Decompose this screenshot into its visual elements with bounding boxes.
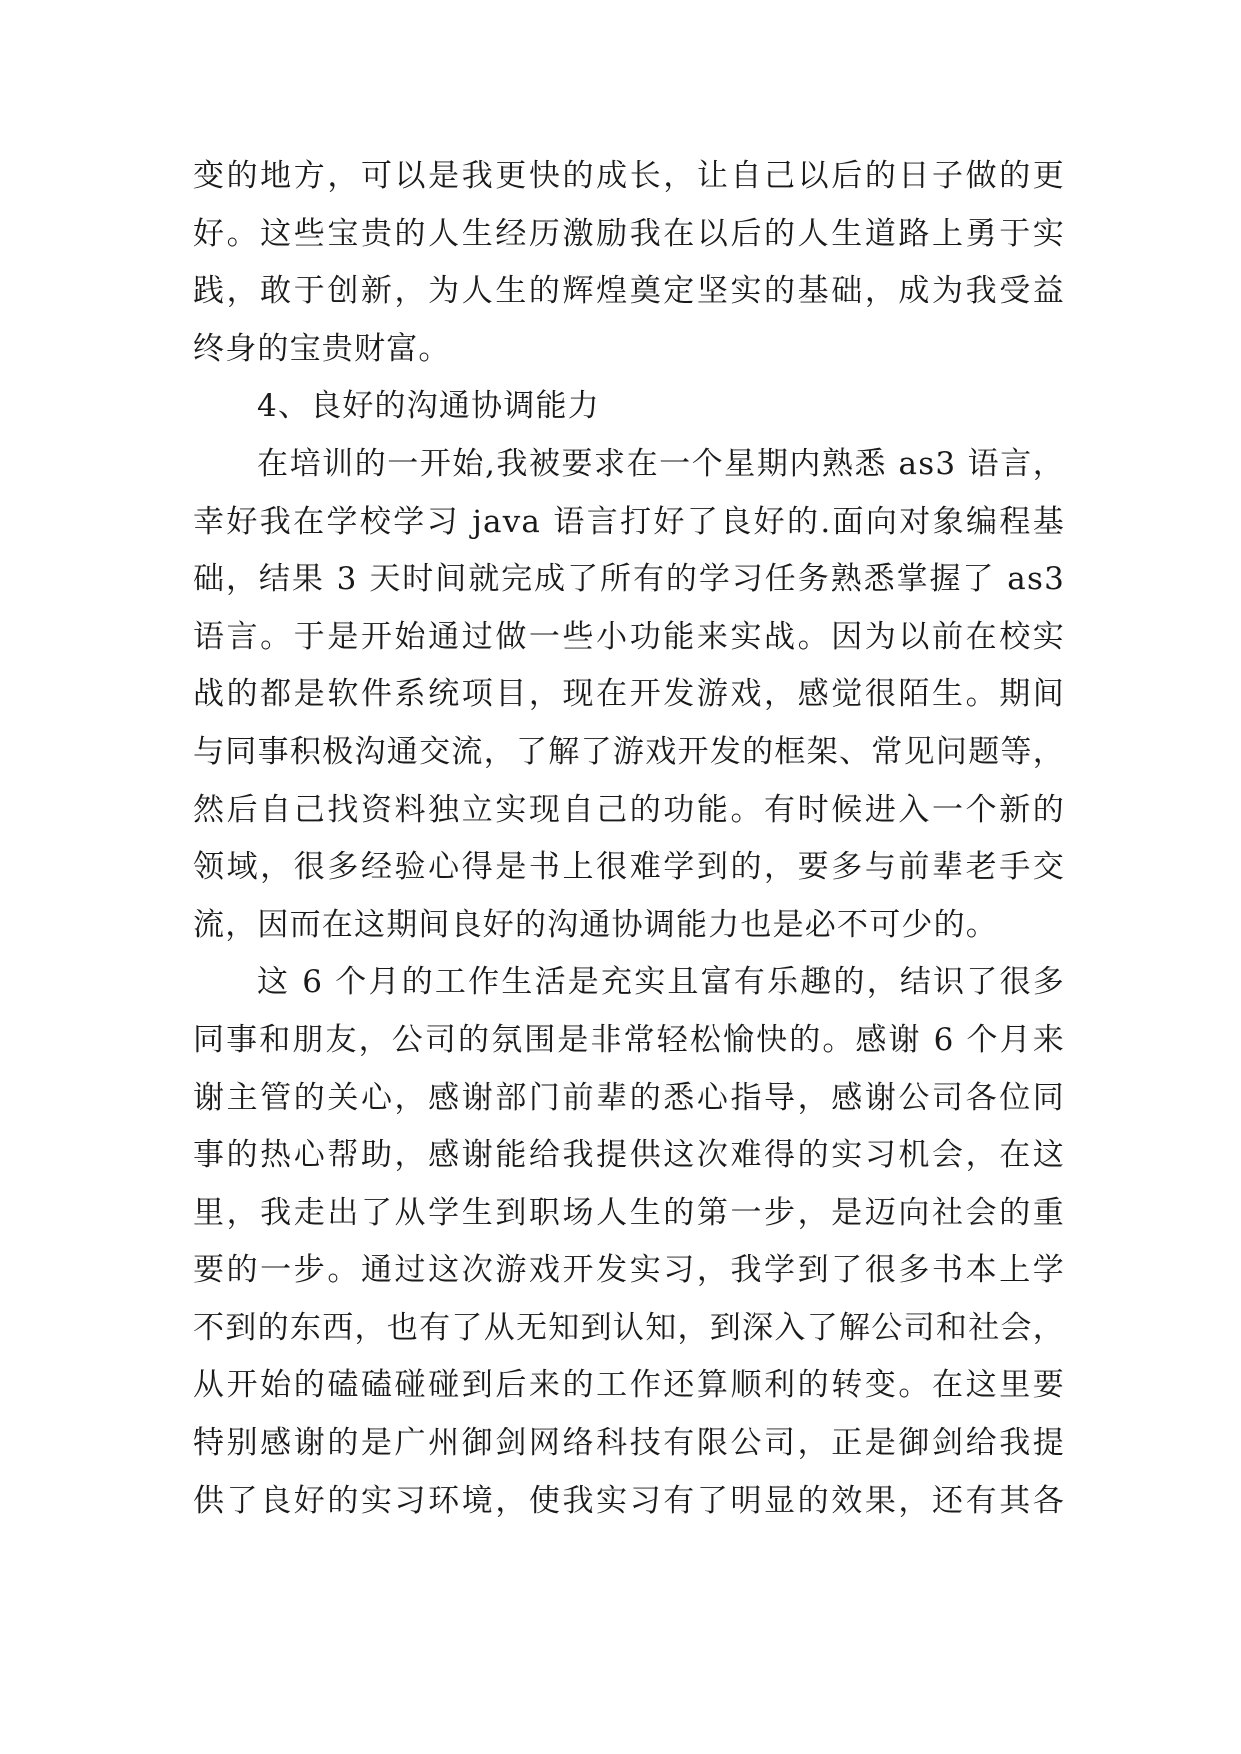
document-body [193,148,1065,1530]
text-line: 语言。于是开始通过做一些小功能来实战。因为以前在校实 [193,618,1065,655]
text-line: 战的都是软件系统项目，现在开发游戏，感觉很陌生。期间 [193,676,1065,713]
text-line: 幸好我在学校学习 java 语言打好了良好的.面向对象编程基 [193,503,1065,540]
text-line: 4、良好的沟通协调能力 [257,388,600,425]
text-line: 践，敢于创新，为人生的辉煌奠定坚实的基础，成为我受益 [193,273,1065,310]
text-line: 础，结果 3 天时间就完成了所有的学习任务熟悉掌握了 as3 [193,561,1065,598]
text-line: 供了良好的实习环境，使我实习有了明显的效果，还有其各 [193,1482,1065,1519]
text-line: 谢主管的关心，感谢部门前辈的悉心指导，感谢公司各位同 [193,1079,1065,1116]
text-line: 好。这些宝贵的人生经历激励我在以后的人生道路上勇于实 [193,215,1065,252]
text-line: 同事和朋友，公司的氛围是非常轻松愉快的。感谢 6 个月来 [193,1021,1065,1058]
text-line: 要的一步。通过这次游戏开发实习，我学到了很多书本上学 [193,1252,1065,1289]
text-line: 里，我走出了从学生到职场人生的第一步，是迈向社会的重 [193,1194,1065,1231]
text-line: 领域，很多经验心得是书上很难学到的，要多与前辈老手交 [193,849,1065,886]
text-line: 特别感谢的是广州御剑网络科技有限公司，正是御剑给我提 [193,1425,1065,1462]
text-line: 从开始的磕磕碰碰到后来的工作还算顺利的转变。在这里要 [193,1367,1065,1404]
text-line: 变的地方，可以是我更快的成长，让自己以后的日子做的更 [193,158,1065,194]
text-line: 终身的宝贵财富。 [193,330,451,367]
text-line: 然后自己找资料独立实现自己的功能。有时候进入一个新的 [193,791,1065,828]
text-line: 不到的东西，也有了从无知到认知，到深入了解公司和社会， [193,1309,1065,1346]
text-line: 与同事积极沟通交流，了解了游戏开发的框架、常见问题等， [193,733,1065,770]
text-line: 流，因而在这期间良好的沟通协调能力也是必不可少的。 [193,906,998,943]
text-line: 事的热心帮助，感谢能给我提供这次难得的实习机会，在这 [193,1137,1065,1174]
text-line: 这 6 个月的工作生活是充实且富有乐趣的，结识了很多 [257,964,1065,1001]
text-line: 在培训的一开始,我被要求在一个星期内熟悉 as3 语言， [257,445,1065,482]
